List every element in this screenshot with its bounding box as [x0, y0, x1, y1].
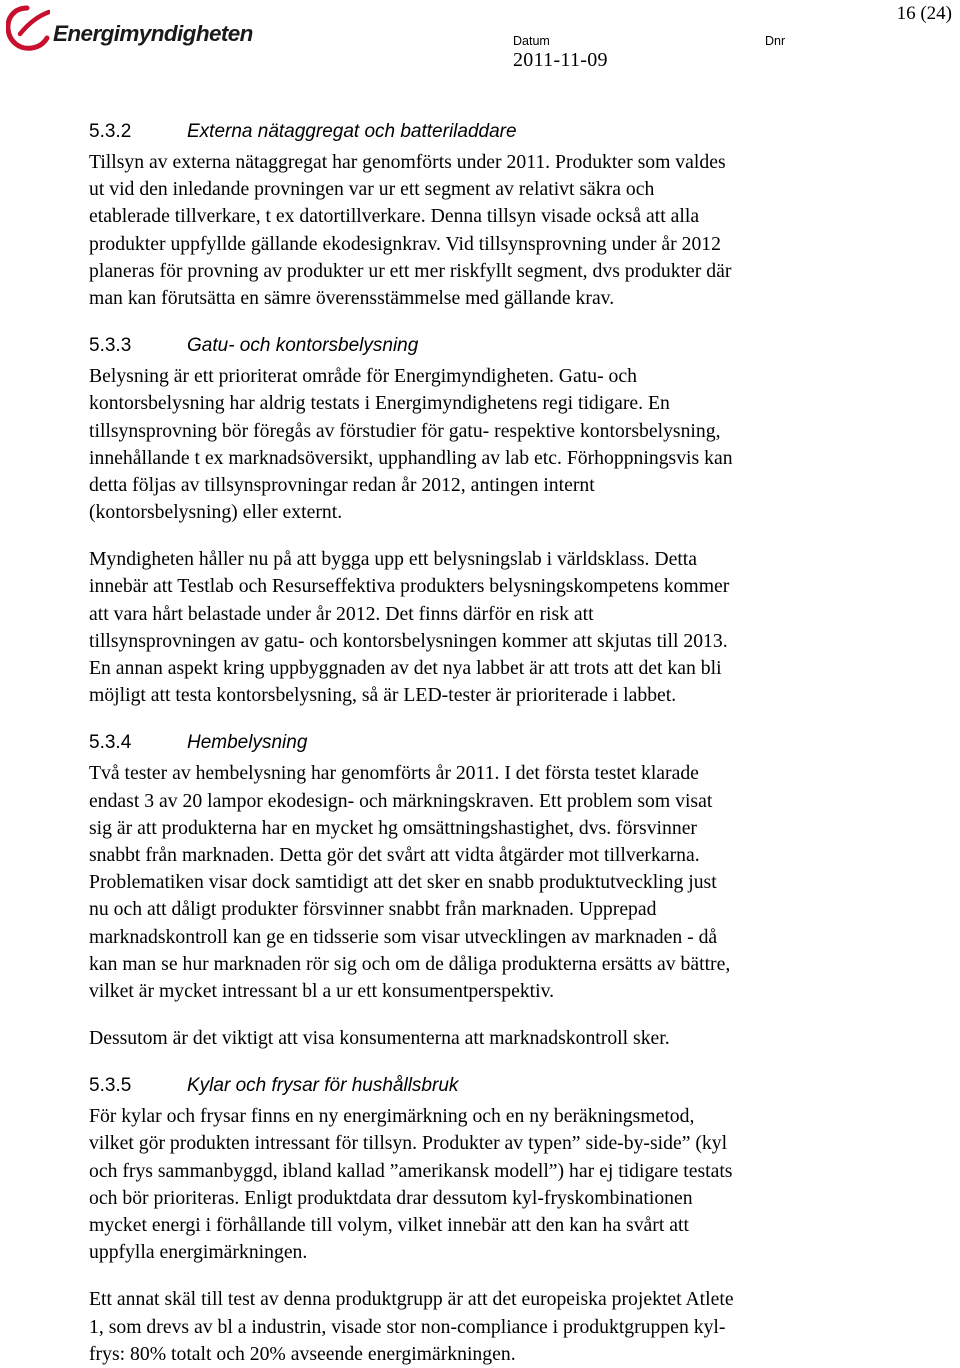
- text-line: snabbt från marknaden. Detta gör det svårt att vidta åtgärder mot tillverkarna.: [89, 843, 700, 866]
- text-line: tillsynsprovning bör föregås av förstudier för gatu- respektive kontorsbelysning,: [89, 419, 721, 442]
- text-line: Dessutom är det viktigt att visa konsumenterna att marknadskontroll sker.: [89, 1027, 670, 1050]
- text-line: etablerade tillverkare, t ex datortillverkare. Denna tillsyn visade också att alla: [89, 205, 700, 228]
- section-number: 5.3.4: [89, 732, 132, 754]
- text-line: mycket energi i förhållande till volym, vilket innebär att den kan ha svårt att: [89, 1214, 689, 1236]
- date-value: 2011-11-09: [513, 49, 608, 71]
- text-line: och bör prioriteras. Enligt produktdata drar dessutom kyl-fryskombinationen: [89, 1186, 693, 1209]
- text-line: vilket gör produkten intressant för tillsyn. Produkter av typen” side-by-side” (kyl: [89, 1132, 728, 1155]
- section-number: 5.3.2: [89, 121, 132, 142]
- document-body: [89, 118, 949, 1368]
- text-line: marknadskontroll kan ge en tidsserie som visar utvecklingen av marknaden - då: [89, 925, 718, 948]
- swoosh-logo-icon: [6, 4, 50, 54]
- section-number: 5.3.3: [89, 335, 132, 357]
- paragraph: [89, 149, 949, 312]
- text-line: detta följas av tillsynsprovningar redan år 2012, antingen internt: [89, 473, 595, 496]
- agency-logo: [6, 4, 253, 54]
- text-line: En annan aspekt kring uppbyggnaden av det nya labbet är att trots att det kan bli: [89, 657, 722, 679]
- section-heading: [89, 1072, 949, 1099]
- text-line: vilket är mycket intressant bl a ur ett konsumentperspektiv.: [89, 979, 555, 1002]
- text-line: kan man se hur marknaden rör sig och om de dåliga produkterna ersätts av bättre,: [89, 952, 731, 975]
- paragraph: [89, 1025, 949, 1052]
- dnr-label: Dnr: [765, 34, 786, 48]
- text-line: möjligt att testa kontorsbelysning, så är LED-tester är prioriterade i labbet.: [89, 684, 677, 707]
- text-line: endast 3 av 20 lampor ekodesign- och märkningskraven. Ett problem som visat: [89, 789, 713, 812]
- text-line: nu och att dåligt produkter försvinner snabbt från marknaden. Upprepad: [89, 898, 657, 921]
- text-line: ut vid den inledande provningen var ur ett segment av relativt säkra och: [89, 178, 655, 201]
- text-line: och frys sammanbyggd, ibland kallad ”amerikansk modell”) har ej tidigare testats: [89, 1159, 733, 1182]
- section: [89, 729, 949, 1052]
- page-header: [0, 0, 960, 80]
- text-line: Tillsyn av externa nätaggregat har genomförts under 2011. Produkter som valdes: [89, 151, 726, 173]
- section-heading: [89, 729, 949, 756]
- text-line: Belysning är ett prioriterat område för Energimyndigheten. Gatu- och: [89, 365, 637, 388]
- text-line: För kylar och frysar finns en ny energimärkning och en ny beräkningsmetod,: [89, 1105, 695, 1128]
- logo-text: Energimyndigheten: [53, 21, 253, 46]
- text-line: innebär att Testlab och Resurseffektiva produkters belysningskompetens kommer: [89, 575, 730, 598]
- text-line: Ett annat skäl till test av denna produktgrupp är att det europeiska projektet Atlete: [89, 1288, 734, 1311]
- text-line: man kan förutsätta en sämre överensstämmelse med gällande krav.: [89, 286, 615, 309]
- text-line: tillsynsprovningen av gatu- och kontorsbelysningen kommer att skjutas till 2013.: [89, 629, 728, 652]
- text-line: uppfylla energimärkningen.: [89, 1241, 308, 1264]
- text-line: (kontorsbelysning) eller externt.: [89, 501, 343, 524]
- section-title: Externa nätaggregat och batteriladdare: [187, 121, 517, 142]
- paragraph: [89, 546, 949, 709]
- paragraph: [89, 363, 949, 526]
- text-line: att vara hårt belastade under år 2012. Det finns därför en risk att: [89, 602, 594, 625]
- paragraph: [89, 760, 949, 1005]
- text-line: kontorsbelysning har aldrig testats i Energimyndighetens regi tidigare. En: [89, 392, 670, 415]
- text-line: planeras för provning av produkter ur ett mer riskfyllt segment, dvs produkter där: [89, 259, 732, 282]
- text-line: frys: 80% totalt och 20% avseende energimärkningen.: [89, 1342, 516, 1365]
- text-line: innehållande t ex marknadsöversikt, upphandling av lab etc. Förhoppningsvis kan: [89, 446, 733, 469]
- section-title: Gatu- och kontorsbelysning: [187, 335, 419, 357]
- section-heading: [89, 118, 949, 145]
- text-line: Två tester av hembelysning har genomförts år 2011. I det första testet klarade: [89, 762, 699, 785]
- paragraph: [89, 1286, 949, 1368]
- section-heading: [89, 332, 949, 359]
- text-line: Myndigheten håller nu på att bygga upp ett belysningslab i världsklass. Detta: [89, 548, 697, 571]
- date-label: Datum: [513, 34, 550, 48]
- section: [89, 1072, 949, 1368]
- page-number: 16 (24): [896, 3, 952, 24]
- text-line: Problematiken visar dock samtidigt att det sker en snabb produktutveckling just: [89, 871, 717, 894]
- text-line: 1, som drevs av bl a industrin, visade stor non-compliance i produktgruppen kyl-: [89, 1315, 726, 1338]
- text-line: sig är att produkterna har en mycket hg omsättningshastighet, dvs. försvinner: [89, 816, 697, 839]
- section-title: Hembelysning: [187, 732, 308, 754]
- section-title: Kylar och frysar för hushållsbruk: [187, 1075, 459, 1097]
- text-line: produkter uppfyllde gällande ekodesignkrav. Vid tillsynsprovning under år 2012: [89, 232, 721, 255]
- section-number: 5.3.5: [89, 1075, 132, 1097]
- section: [89, 332, 949, 709]
- paragraph: [89, 1103, 949, 1266]
- section: [89, 118, 949, 312]
